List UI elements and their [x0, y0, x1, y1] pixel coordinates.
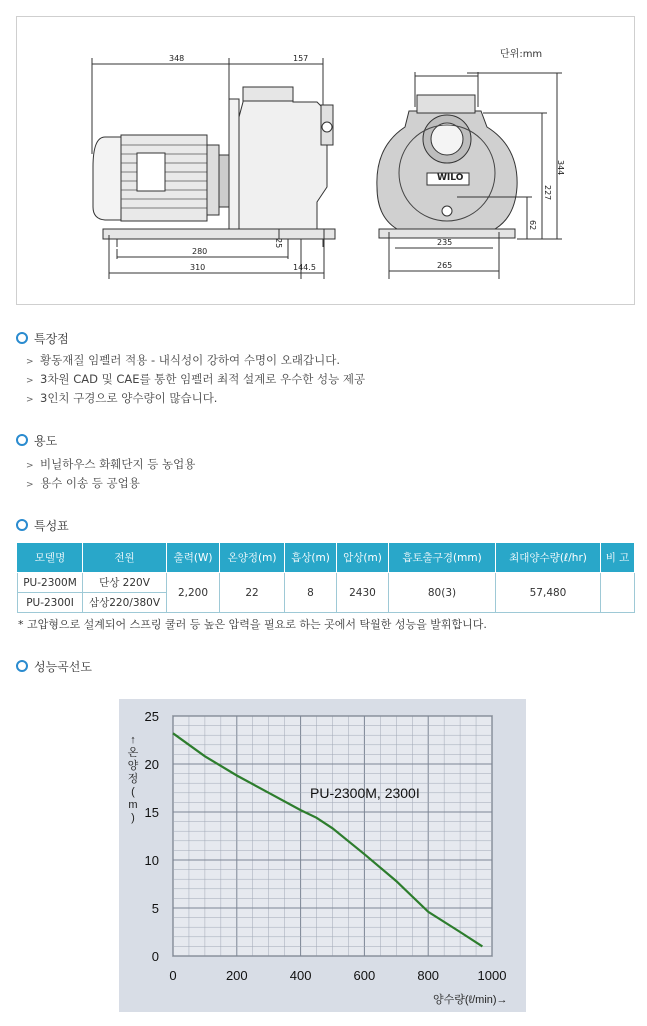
cell-model: PU-2300I [18, 593, 83, 613]
cell-suction: 8 [285, 573, 337, 613]
y-tick-label: 0 [151, 949, 159, 964]
circle-bullet-icon [16, 434, 28, 446]
y-axis-label-char: 온 [127, 747, 139, 759]
circle-bullet-icon [16, 519, 28, 531]
cell-note [601, 573, 635, 613]
th-suction: 흡상(m) [285, 543, 337, 573]
th-max-flow: 최대양수량(ℓ/hr) [496, 543, 601, 573]
dimension-drawing-panel [16, 16, 635, 305]
usage-heading [16, 432, 57, 448]
dim-280: 280 [192, 247, 208, 256]
y-axis-label-char: ) [131, 812, 135, 824]
dim-235: 235 [437, 238, 453, 247]
dim-62: 62 [528, 220, 537, 231]
dim-310: 310 [190, 263, 206, 272]
arrow-bullet-icon: > [26, 395, 34, 405]
cell-bore: 80(3) [389, 573, 496, 613]
th-power: 전원 [83, 543, 167, 573]
unit-label: 단위:mm [500, 49, 543, 60]
list-item: > 황동재질 임펠러 적용 - 내식성이 강하여 수명이 오래갑니다. [26, 351, 365, 370]
th-model: 모델명 [18, 543, 83, 573]
dim-344: 344 [556, 160, 565, 176]
arrow-bullet-icon: > [26, 480, 34, 490]
usage-title: 용도 [34, 433, 58, 448]
list-item: > 3인치 구경으로 양수량이 많습니다. [26, 389, 365, 408]
cell-head: 22 [220, 573, 285, 613]
y-axis-label-char: 정 [127, 773, 139, 785]
spec-title: 특성표 [34, 518, 69, 533]
x-tick-label: 400 [289, 968, 312, 983]
cell-model: PU-2300M [18, 573, 83, 593]
y-axis-label-char: m [128, 799, 138, 811]
circle-bullet-icon [16, 332, 28, 344]
pump-side-view [92, 58, 335, 279]
th-output: 출력(W) [167, 543, 220, 573]
features-list [26, 351, 365, 408]
x-tick-label: 600 [353, 968, 376, 983]
performance-chart [119, 699, 526, 1012]
x-tick-label: 800 [417, 968, 440, 983]
dim-348: 348 [169, 54, 185, 63]
cell-max-flow: 57,480 [496, 573, 601, 613]
list-item: > 용수 이송 등 공업용 [26, 474, 195, 493]
x-axis-label: 양수량(ℓ/min)→ [433, 994, 508, 1006]
dim-25: 25 [274, 238, 283, 249]
curve-title: 성능곡선도 [34, 659, 92, 674]
wilo-logo-text: WILO [437, 173, 464, 183]
y-tick-label: 10 [144, 853, 159, 868]
table-header-row [18, 543, 635, 573]
dim-227: 227 [543, 185, 552, 201]
pump-dimension-drawing [17, 17, 634, 304]
list-item: > 3차원 CAD 및 CAE를 통한 임펠러 최적 설계로 우수한 성능 제공 [26, 370, 365, 389]
y-tick-label: 15 [144, 805, 159, 820]
curve-heading [16, 658, 92, 674]
spec-table [17, 542, 635, 613]
y-axis-label-char: ↑ [130, 734, 136, 746]
cell-power: 단상 220V [83, 573, 167, 593]
usage-list [26, 455, 195, 493]
performance-chart-svg [119, 699, 526, 1012]
y-tick-label: 5 [151, 901, 159, 916]
y-axis-label-char: 양 [127, 760, 139, 772]
th-note: 비 고 [601, 543, 635, 573]
y-axis-label [128, 734, 139, 824]
th-pressure: 압상(m) [337, 543, 389, 573]
spec-heading [16, 517, 69, 533]
dim-144-5: 144.5 [293, 263, 316, 272]
cell-pressure: 2430 [337, 573, 389, 613]
features-title: 특장점 [34, 331, 69, 346]
x-tick-label: 0 [169, 968, 177, 983]
series-label: PU-2300M, 2300I [310, 785, 420, 801]
arrow-bullet-icon: > [26, 376, 34, 386]
cell-output: 2,200 [167, 573, 220, 613]
th-bore: 흡토출구경(mm) [389, 543, 496, 573]
th-head: 온양정(m) [220, 543, 285, 573]
x-tick-label: 200 [225, 968, 248, 983]
y-tick-label: 20 [144, 757, 159, 772]
y-tick-label: 25 [144, 709, 159, 724]
y-axis-label-char: ( [131, 786, 135, 798]
cell-power: 삼상220/380V [83, 593, 167, 613]
circle-bullet-icon [16, 660, 28, 672]
chart-grid [173, 716, 492, 956]
dim-265: 265 [437, 261, 453, 270]
arrow-bullet-icon: > [26, 357, 34, 367]
list-item: > 비닐하우스 화훼단지 등 농업용 [26, 455, 195, 474]
x-tick-label: 1000 [477, 968, 507, 983]
table-row [18, 573, 635, 593]
arrow-bullet-icon: > [26, 461, 34, 471]
spec-footnote: * 고압형으로 설계되어 스프링 쿨러 등 높은 압력을 필요로 하는 곳에서 탁월한 성능을 발휘합니다. [18, 618, 487, 631]
features-heading [16, 330, 69, 346]
dim-157: 157 [293, 54, 309, 63]
pump-front-view [377, 72, 562, 279]
